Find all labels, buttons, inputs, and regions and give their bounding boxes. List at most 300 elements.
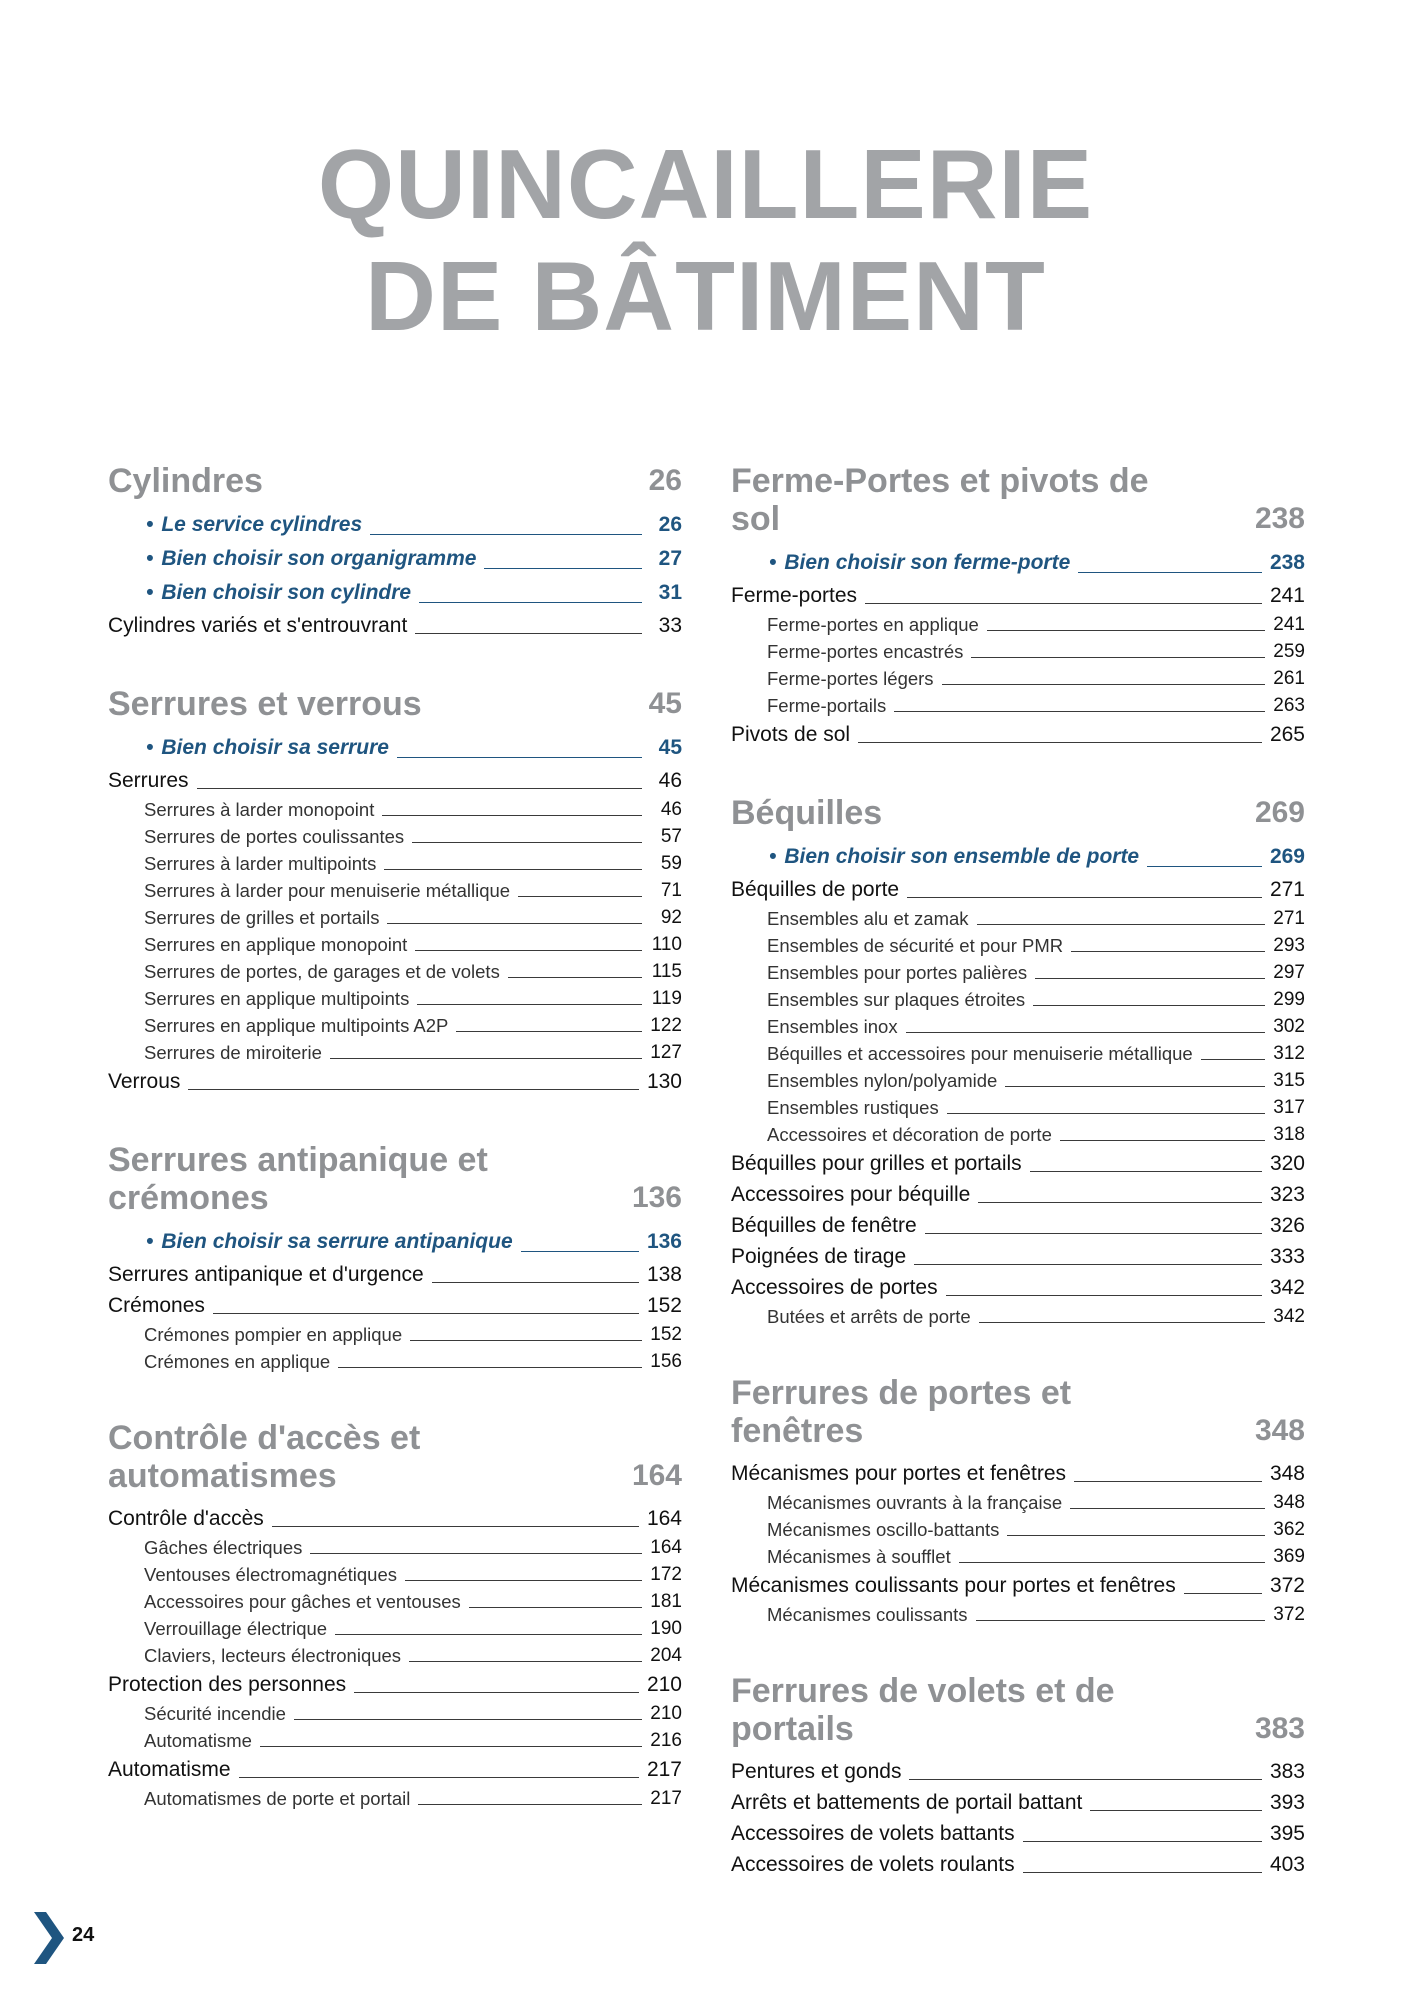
entry-label: Contrôle d'accès (108, 1507, 264, 1530)
leader-line (518, 895, 642, 897)
leader-line (1007, 1534, 1265, 1536)
entry-page-number: 293 (1273, 935, 1305, 956)
toc-subentry[interactable] (108, 1012, 682, 1039)
toc-column-left (108, 462, 682, 1856)
toc-subentry[interactable] (731, 692, 1305, 719)
leader-line (387, 922, 642, 924)
leader-line (335, 1633, 642, 1635)
section-page-number: 136 (631, 1181, 682, 1214)
entry-page-number: 71 (660, 880, 682, 901)
entry-page-number: 59 (660, 853, 682, 874)
entry-label: Protection des personnes (108, 1673, 347, 1696)
entry-page-number: 45 (658, 736, 682, 759)
entry-page-number: 115 (651, 961, 682, 982)
leader-line (1078, 571, 1262, 573)
entry-page-number: 263 (1273, 695, 1305, 716)
leader-line (987, 629, 1265, 631)
entry-label: Ensembles alu et zamak (767, 908, 969, 929)
leader-line (213, 1312, 639, 1314)
entry-label: Mécanismes pour portes et fenêtres (731, 1462, 1066, 1485)
entry-page-number: 164 (646, 1507, 682, 1530)
entry-page-number: 31 (658, 581, 682, 604)
entry-page-number: 318 (1273, 1124, 1305, 1145)
leader-line (907, 896, 1262, 898)
toc-entry[interactable] (731, 1210, 1305, 1241)
leader-line (978, 1201, 1262, 1203)
entry-page-number: 265 (1269, 723, 1305, 746)
entry-page-number: 395 (1269, 1822, 1305, 1845)
leader-line (942, 683, 1265, 685)
entry-label: Ensembles nylon/polyamide (767, 1070, 998, 1091)
section-heading (108, 462, 682, 500)
toc-subentry[interactable] (108, 1785, 682, 1812)
toc-entry[interactable] (731, 1272, 1305, 1303)
leader-line (906, 1031, 1265, 1033)
section-title: Serrures et verrous (108, 685, 422, 723)
entry-label: Mécanismes à soufflet (767, 1546, 951, 1567)
toc-subentry[interactable] (731, 1067, 1305, 1094)
leader-line (310, 1552, 642, 1554)
entry-page-number: 259 (1273, 641, 1305, 662)
section-title: Serrures antipanique et crémones (108, 1141, 488, 1217)
toc-subentry[interactable] (731, 905, 1305, 932)
leader-line (858, 741, 1262, 743)
section-page-number: 348 (1254, 1414, 1305, 1447)
section-page-number: 45 (648, 687, 682, 720)
entry-label: Butées et arrêts de porte (767, 1306, 971, 1327)
entry-label: Mécanismes coulissants (767, 1604, 968, 1625)
entry-label: Ventouses électromagnétiques (144, 1564, 398, 1585)
entry-page-number: 46 (660, 799, 682, 820)
toc-highlight-entry[interactable] (108, 731, 682, 765)
entry-page-number: 217 (650, 1788, 682, 1809)
leader-line (977, 923, 1265, 925)
entry-page-number: 362 (1273, 1519, 1305, 1540)
entry-label: Serrures de portes coulissantes (144, 826, 405, 847)
entry-label: Crémones en applique (144, 1351, 331, 1372)
toc-subentry[interactable] (108, 1588, 682, 1615)
entry-label: Mécanismes ouvrants à la française (767, 1492, 1063, 1513)
toc-entry[interactable] (108, 1754, 682, 1785)
toc-subentry[interactable] (108, 1561, 682, 1588)
toc-highlight-entry[interactable] (108, 576, 682, 610)
leader-line (1090, 1809, 1262, 1811)
toc-entry[interactable] (108, 1503, 682, 1534)
entry-page-number: 320 (1269, 1152, 1305, 1175)
entry-page-number: 393 (1269, 1791, 1305, 1814)
entry-page-number: 27 (658, 547, 682, 570)
toc-subentry[interactable] (108, 877, 682, 904)
toc-entry[interactable] (731, 1787, 1305, 1818)
leader-line (456, 1030, 642, 1032)
entry-page-number: 348 (1269, 1462, 1305, 1485)
leader-line (976, 1619, 1266, 1621)
entry-label: Béquilles pour grilles et portails (731, 1152, 1022, 1175)
leader-line (419, 601, 642, 603)
leader-line (894, 710, 1265, 712)
toc-entry[interactable] (731, 1148, 1305, 1179)
entry-page-number: 269 (1269, 845, 1305, 868)
toc-section (108, 462, 682, 641)
entry-label: Verrouillage électrique (144, 1618, 328, 1639)
leader-line (1147, 865, 1262, 867)
entry-label: Béquilles de fenêtre (731, 1214, 917, 1237)
entry-label: Automatisme (144, 1730, 252, 1751)
leader-line (415, 949, 642, 951)
leader-line (1030, 1170, 1262, 1172)
leader-line (959, 1561, 1265, 1563)
entry-label: Serrures à larder multipoints (144, 853, 377, 874)
toc-section (731, 794, 1305, 1330)
leader-line (188, 1088, 639, 1090)
title-line-1: QUINCAILLERIE (317, 129, 1094, 239)
leader-line (508, 976, 642, 978)
leader-line (1184, 1592, 1262, 1594)
entry-page-number: 271 (1273, 908, 1305, 929)
toc-subentry[interactable] (731, 986, 1305, 1013)
leader-line (370, 533, 642, 535)
toc-subentry[interactable] (108, 904, 682, 931)
entry-label: Béquilles et accessoires pour menuiserie métallique (767, 1043, 1193, 1064)
page-number: 24 (72, 1924, 95, 1946)
entry-label: Crémones (108, 1294, 205, 1317)
bullet-icon: • (146, 736, 154, 759)
leader-line (415, 632, 642, 634)
entry-label: Accessoires de volets roulants (731, 1853, 1015, 1876)
toc-entry[interactable] (108, 1066, 682, 1097)
toc-subentry[interactable] (108, 985, 682, 1012)
leader-line (1071, 950, 1265, 952)
toc-subentry[interactable] (108, 850, 682, 877)
toc-entry[interactable] (731, 1570, 1305, 1601)
entry-label: Bien choisir son ferme-porte (784, 551, 1071, 574)
toc-subentry[interactable] (731, 1013, 1305, 1040)
section-page-number: 269 (1254, 796, 1305, 829)
leader-line (914, 1263, 1262, 1265)
toc-entry[interactable] (731, 1756, 1305, 1787)
entry-page-number: 156 (650, 1351, 682, 1372)
entry-label: Ensembles pour portes palières (767, 962, 1028, 983)
toc-subentry[interactable] (731, 1121, 1305, 1148)
toc-highlight-entry[interactable] (731, 840, 1305, 874)
entry-page-number: 297 (1273, 962, 1305, 983)
entry-page-number: 348 (1273, 1492, 1305, 1513)
leader-line (484, 567, 642, 569)
entry-page-number: 238 (1269, 551, 1305, 574)
section-title: Contrôle d'accès et automatismes (108, 1419, 421, 1495)
entry-label: Cylindres variés et s'entrouvrant (108, 614, 408, 637)
leader-line (412, 841, 642, 843)
entry-page-number: 317 (1273, 1097, 1305, 1118)
entry-label: Ferme-portes (731, 584, 858, 607)
toc-subentry[interactable] (108, 958, 682, 985)
entry-page-number: 26 (658, 513, 682, 536)
leader-line (382, 814, 642, 816)
leader-line (272, 1525, 639, 1527)
section-title: Ferrures de portes et fenêtres (731, 1374, 1072, 1450)
entry-label: Accessoires de volets battants (731, 1822, 1015, 1845)
entry-page-number: 190 (650, 1618, 682, 1639)
leader-line (197, 787, 642, 789)
toc-subentry[interactable] (108, 1642, 682, 1669)
entry-label: Mécanismes coulissants pour portes et fenêtres (731, 1574, 1176, 1597)
entry-page-number: 342 (1273, 1306, 1305, 1327)
entry-label: Gâches électriques (144, 1537, 303, 1558)
entry-page-number: 46 (658, 769, 682, 792)
section-heading (731, 1672, 1305, 1748)
toc-subentry[interactable] (731, 932, 1305, 959)
toc-subentry[interactable] (731, 1094, 1305, 1121)
toc-subentry[interactable] (108, 1727, 682, 1754)
entry-label: Ensembles inox (767, 1016, 898, 1037)
leader-line (330, 1057, 642, 1059)
entry-page-number: 119 (651, 988, 682, 1009)
leader-line (947, 1112, 1265, 1114)
section-heading (108, 1419, 682, 1495)
toc-subentry[interactable] (108, 823, 682, 850)
entry-page-number: 261 (1273, 668, 1305, 689)
toc-highlight-entry[interactable] (108, 508, 682, 542)
toc-section (108, 1419, 682, 1812)
toc-subentry[interactable] (108, 1700, 682, 1727)
entry-page-number: 342 (1269, 1276, 1305, 1299)
entry-page-number: 127 (650, 1042, 682, 1063)
entry-page-number: 403 (1269, 1853, 1305, 1876)
entry-page-number: 372 (1269, 1574, 1305, 1597)
entry-page-number: 181 (650, 1591, 682, 1612)
toc-subentry[interactable] (108, 1039, 682, 1066)
leader-line (1005, 1085, 1265, 1087)
entry-label: Ensembles rustiques (767, 1097, 939, 1118)
toc-column-right (731, 462, 1305, 1924)
entry-page-number: 241 (1273, 614, 1305, 635)
entry-page-number: 271 (1269, 878, 1305, 901)
section-title: Ferrures de volets et de portails (731, 1672, 1115, 1748)
entry-page-number: 369 (1273, 1546, 1305, 1567)
toc-highlight-entry[interactable] (108, 1225, 682, 1259)
entry-page-number: 323 (1269, 1183, 1305, 1206)
entry-label: Bien choisir son cylindre (161, 581, 412, 604)
entry-label: Accessoires et décoration de porte (767, 1124, 1052, 1145)
section-page-number: 164 (631, 1459, 682, 1492)
section-heading (731, 462, 1305, 538)
toc-entry[interactable] (108, 1290, 682, 1321)
entry-page-number: 138 (646, 1263, 682, 1286)
toc-entry[interactable] (108, 1259, 682, 1290)
entry-label: Serrures à larder pour menuiserie métallique (144, 880, 511, 901)
toc-entry[interactable] (108, 610, 682, 641)
toc-subentry[interactable] (731, 1543, 1305, 1570)
entry-label: Le service cylindres (161, 513, 363, 536)
toc-subentry[interactable] (731, 959, 1305, 986)
leader-line (521, 1250, 639, 1252)
toc-entry[interactable] (731, 1179, 1305, 1210)
entry-page-number: 33 (658, 614, 682, 637)
entry-label: Serrures antipanique et d'urgence (108, 1263, 424, 1286)
toc-subentry[interactable] (108, 1615, 682, 1642)
entry-label: Accessoires pour gâches et ventouses (144, 1591, 461, 1612)
entry-label: Ferme-portes en applique (767, 614, 979, 635)
toc-section (731, 462, 1305, 750)
entry-page-number: 152 (650, 1324, 682, 1345)
title-line-2: DE BÂTIMENT (365, 241, 1046, 351)
entry-label: Ferme-portes légers (767, 668, 934, 689)
entry-page-number: 312 (1273, 1043, 1305, 1064)
leader-line (410, 1339, 642, 1341)
entry-label: Ferme-portails (767, 695, 887, 716)
entry-label: Serrures de grilles et portails (144, 907, 380, 928)
entry-label: Automatisme (108, 1758, 231, 1781)
entry-label: Bien choisir son organigramme (161, 547, 477, 570)
entry-label: Crémones pompier en applique (144, 1324, 403, 1345)
toc-subentry[interactable] (731, 665, 1305, 692)
bullet-icon: • (146, 581, 154, 604)
leader-line (1060, 1139, 1265, 1141)
leader-line (1070, 1507, 1265, 1509)
bullet-icon: • (146, 1230, 154, 1253)
entry-page-number: 204 (650, 1645, 682, 1666)
toc-entry[interactable] (731, 719, 1305, 750)
section-heading (108, 1141, 682, 1217)
leader-line (260, 1745, 642, 1747)
entry-label: Bien choisir sa serrure (161, 736, 389, 759)
toc-section (108, 1141, 682, 1375)
toc-entry[interactable] (108, 765, 682, 796)
section-title: Ferme-Portes et pivots de sol (731, 462, 1149, 538)
entry-page-number: 299 (1273, 989, 1305, 1010)
entry-page-number: 130 (646, 1070, 682, 1093)
toc-subentry[interactable] (731, 638, 1305, 665)
entry-label: Béquilles de porte (731, 878, 900, 901)
entry-label: Automatismes de porte et portail (144, 1788, 411, 1809)
leader-line (469, 1606, 642, 1608)
entry-page-number: 326 (1269, 1214, 1305, 1237)
toc-entry[interactable] (731, 1241, 1305, 1272)
entry-label: Arrêts et battements de portail battant (731, 1791, 1083, 1814)
toc-entry[interactable] (731, 1458, 1305, 1489)
entry-label: Serrures en applique multipoints A2P (144, 1015, 449, 1036)
leader-line (909, 1778, 1262, 1780)
leader-line (1035, 977, 1265, 979)
leader-line (925, 1232, 1262, 1234)
leader-line (294, 1718, 642, 1720)
entry-page-number: 136 (646, 1230, 682, 1253)
toc-entry[interactable] (731, 874, 1305, 905)
entry-page-number: 241 (1269, 584, 1305, 607)
entry-label: Serrures à larder monopoint (144, 799, 375, 820)
bullet-icon: • (769, 845, 777, 868)
toc-entry[interactable] (108, 1669, 682, 1700)
section-heading (731, 1374, 1305, 1450)
toc-subentry[interactable] (731, 1601, 1305, 1628)
leader-line (1023, 1840, 1262, 1842)
entry-page-number: 92 (660, 907, 682, 928)
entry-page-number: 110 (651, 934, 682, 955)
leader-line (338, 1366, 642, 1368)
leader-line (409, 1660, 642, 1662)
section-heading (731, 794, 1305, 832)
leader-line (946, 1294, 1262, 1296)
toc-subentry[interactable] (731, 1516, 1305, 1543)
toc-highlight-entry[interactable] (108, 542, 682, 576)
toc-subentry[interactable] (108, 1534, 682, 1561)
page-title (0, 128, 1411, 352)
toc-subentry[interactable] (731, 1303, 1305, 1330)
entry-label: Serrures en applique multipoints (144, 988, 410, 1009)
bullet-icon: • (146, 547, 154, 570)
entry-label: Bien choisir sa serrure antipanique (161, 1230, 513, 1253)
chevron-right-icon (34, 1912, 64, 1964)
entry-label: Serrures de portes, de garages et de volets (144, 961, 500, 982)
toc-subentry[interactable] (108, 796, 682, 823)
entry-label: Serrures en applique monopoint (144, 934, 408, 955)
entry-label: Ferme-portes encastrés (767, 641, 964, 662)
leader-line (979, 1321, 1265, 1323)
leader-line (384, 868, 642, 870)
entry-label: Poignées de tirage (731, 1245, 907, 1268)
leader-line (865, 602, 1262, 604)
toc-entry[interactable] (731, 1849, 1305, 1880)
toc-entry[interactable] (731, 580, 1305, 611)
leader-line (239, 1776, 639, 1778)
toc-subentry[interactable] (731, 611, 1305, 638)
section-page-number: 383 (1254, 1712, 1305, 1745)
leader-line (405, 1579, 642, 1581)
toc-entry[interactable] (731, 1818, 1305, 1849)
leader-line (971, 656, 1265, 658)
toc-section (731, 1374, 1305, 1628)
entry-label: Bien choisir son ensemble de porte (784, 845, 1140, 868)
leader-line (1023, 1871, 1262, 1873)
entry-page-number: 216 (650, 1730, 682, 1751)
entry-label: Mécanismes oscillo-battants (767, 1519, 1000, 1540)
section-page-number: 26 (648, 464, 682, 497)
leader-line (1033, 1004, 1265, 1006)
entry-label: Ensembles de sécurité et pour PMR (767, 935, 1064, 956)
entry-page-number: 302 (1273, 1016, 1305, 1037)
entry-page-number: 217 (646, 1758, 682, 1781)
entry-label: Pentures et gonds (731, 1760, 902, 1783)
entry-page-number: 210 (650, 1703, 682, 1724)
bullet-icon: • (769, 551, 777, 574)
entry-label: Sécurité incendie (144, 1703, 286, 1724)
entry-page-number: 372 (1273, 1604, 1305, 1625)
entry-label: Ensembles sur plaques étroites (767, 989, 1026, 1010)
entry-label: Claviers, lecteurs électroniques (144, 1645, 402, 1666)
entry-page-number: 333 (1269, 1245, 1305, 1268)
entry-page-number: 57 (660, 826, 682, 847)
entry-label: Accessoires pour béquille (731, 1183, 971, 1206)
toc-subentry[interactable] (108, 1321, 682, 1348)
section-title: Cylindres (108, 462, 263, 500)
entry-label: Accessoires de portes (731, 1276, 938, 1299)
leader-line (418, 1803, 642, 1805)
entry-page-number: 122 (650, 1015, 682, 1036)
entry-page-number: 164 (650, 1537, 682, 1558)
entry-page-number: 383 (1269, 1760, 1305, 1783)
entry-label: Pivots de sol (731, 723, 851, 746)
toc-subentry[interactable] (731, 1040, 1305, 1067)
entry-label: Serrures de miroiterie (144, 1042, 322, 1063)
toc-section (731, 1672, 1305, 1880)
toc-highlight-entry[interactable] (731, 546, 1305, 580)
entry-page-number: 210 (646, 1673, 682, 1696)
leader-line (432, 1281, 639, 1283)
section-page-number: 238 (1254, 502, 1305, 535)
toc-subentry[interactable] (108, 1348, 682, 1375)
toc-subentry[interactable] (731, 1489, 1305, 1516)
toc-subentry[interactable] (108, 931, 682, 958)
